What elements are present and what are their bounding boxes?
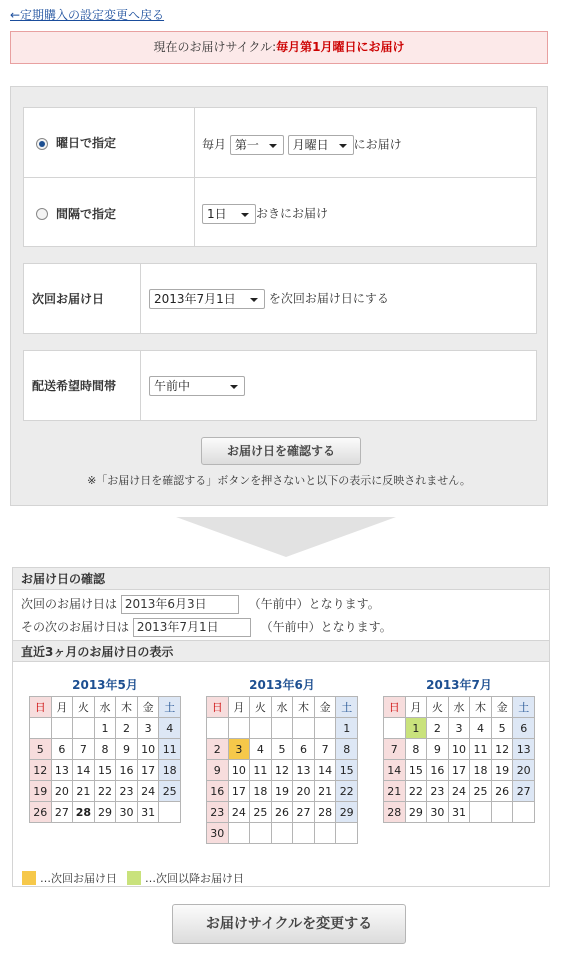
calendar-day: 30 — [116, 802, 138, 823]
weekday-header: 土 — [336, 697, 358, 718]
weekday-header: 火 — [250, 697, 272, 718]
calendar-day: 2 — [207, 739, 229, 760]
weekday-header: 水 — [271, 697, 293, 718]
interval-option-label: 間隔で指定 — [56, 206, 117, 221]
weekday-option[interactable] — [24, 134, 194, 151]
cycle-options-box — [23, 107, 537, 247]
weekday-header: 火 — [73, 697, 95, 718]
calendar-day: 10 — [137, 739, 159, 760]
calendar-month — [206, 676, 358, 844]
back-link[interactable]: ←定期購入の設定変更へ戻る — [10, 8, 165, 22]
calendar-grid — [206, 696, 358, 844]
calendar-day: 29 — [94, 802, 116, 823]
week-select[interactable]: 第一 — [230, 135, 284, 155]
weekday-header: 木 — [293, 697, 315, 718]
calendar-day — [314, 823, 336, 844]
weekday-header: 月 — [228, 697, 250, 718]
calendar-day: 11 — [159, 739, 181, 760]
calendar-day: 9 — [116, 739, 138, 760]
calendar-day: 20 — [51, 781, 73, 802]
calendar-grid — [29, 696, 181, 823]
calendar-day — [159, 802, 181, 823]
calendar-month-title: 2013年5月 — [72, 678, 138, 692]
next-date-pre: 次回のお届け日は — [21, 597, 118, 611]
calendar-day — [293, 823, 315, 844]
calendar-day: 18 — [470, 760, 492, 781]
weekday-radio[interactable] — [36, 138, 48, 150]
weekday-header: 月 — [51, 697, 73, 718]
calendar-grid — [383, 696, 535, 823]
calendar-day: 9 — [207, 760, 229, 781]
weekday-header: 土 — [513, 697, 535, 718]
calendar-day — [314, 718, 336, 739]
calendar-day: 12 — [491, 739, 513, 760]
calendar-day: 17 — [448, 760, 470, 781]
calendar-day: 27 — [293, 802, 315, 823]
calendar-day: 3 — [137, 718, 159, 739]
time-slot-box — [23, 350, 537, 421]
weekday-header: 日 — [207, 697, 229, 718]
calendar-day — [207, 718, 229, 739]
calendar-day — [228, 823, 250, 844]
calendar-day — [336, 823, 358, 844]
calendar-day: 28 — [384, 802, 406, 823]
weekday-header: 日 — [30, 697, 52, 718]
time-slot-label: 配送希望時間帯 — [32, 379, 117, 393]
calendar-day: 3 — [448, 718, 470, 739]
interval-option[interactable] — [24, 205, 194, 222]
next-date-field: 2013年6月3日 — [121, 595, 239, 614]
calendar-day — [271, 718, 293, 739]
calendar-day: 10 — [228, 760, 250, 781]
calendar-day: 15 — [336, 760, 358, 781]
calendar-day: 20 — [293, 781, 315, 802]
calendar-day: 19 — [30, 781, 52, 802]
calendar-day: 19 — [271, 781, 293, 802]
calendar-day — [271, 823, 293, 844]
calendar-day: 12 — [30, 760, 52, 781]
calendar-day: 23 — [207, 802, 229, 823]
calendar-day — [51, 718, 73, 739]
calendar-day: 2 — [427, 718, 449, 739]
calendar-day — [250, 718, 272, 739]
calendar-day: 18 — [250, 781, 272, 802]
next-delivery-swatch — [22, 871, 36, 885]
calendar-day: 2 — [116, 718, 138, 739]
next-delivery-post: を次回お届け日にする — [268, 291, 389, 306]
next-delivery-select[interactable]: 2013年7月1日 — [149, 289, 265, 309]
confirm-delivery-button[interactable]: お届け日を確認する — [201, 437, 361, 465]
calendar-day: 12 — [271, 760, 293, 781]
calendar-day: 14 — [73, 760, 95, 781]
calendar-day: 22 — [336, 781, 358, 802]
calendar-day: 20 — [513, 760, 535, 781]
calendar-day: 8 — [336, 739, 358, 760]
legend-next: …次回お届け日 — [40, 872, 117, 885]
calendar-day: 10 — [448, 739, 470, 760]
calendar-day: 14 — [384, 760, 406, 781]
calendar-day: 1 — [336, 718, 358, 739]
calendar-day: 26 — [271, 802, 293, 823]
calendar-day: 25 — [470, 781, 492, 802]
calendar-day — [30, 718, 52, 739]
calendar-day — [228, 718, 250, 739]
calendar-day: 30 — [427, 802, 449, 823]
weekday-pre: 毎月 — [202, 137, 227, 151]
calendar-day: 17 — [137, 760, 159, 781]
calendar-day: 22 — [94, 781, 116, 802]
calendar-day: 1 — [94, 718, 116, 739]
calendar-day: 9 — [427, 739, 449, 760]
calendar-month-title: 2013年7月 — [426, 678, 492, 692]
calendar-day: 21 — [73, 781, 95, 802]
calendar-day: 16 — [116, 760, 138, 781]
calendar-day: 24 — [137, 781, 159, 802]
calendar-day — [73, 718, 95, 739]
calendar-day — [513, 802, 535, 823]
calendar-day: 13 — [293, 760, 315, 781]
calendar-day: 17 — [228, 781, 250, 802]
calendar-day: 30 — [207, 823, 229, 844]
calendar-day: 8 — [405, 739, 427, 760]
following-date-pre: その次のお届け日は — [21, 620, 130, 634]
next-date-post: （午前中）となります。 — [248, 597, 380, 611]
weekday-post: にお届け — [353, 137, 402, 151]
calendar-day: 7 — [314, 739, 336, 760]
calendar-day: 5 — [491, 718, 513, 739]
calendar-day — [293, 718, 315, 739]
calendar-month — [383, 676, 535, 823]
calendar-section-title: 直近3ヶ月のお届け日の表示 — [13, 640, 549, 662]
calendar-day: 18 — [159, 760, 181, 781]
later-delivery-swatch — [127, 871, 141, 885]
calendar-day: 6 — [51, 739, 73, 760]
calendar-day: 8 — [94, 739, 116, 760]
weekday-header: 木 — [470, 697, 492, 718]
calendar-day: 16 — [427, 760, 449, 781]
legend — [22, 870, 244, 886]
calendar-day: 6 — [513, 718, 535, 739]
weekday-header: 土 — [159, 697, 181, 718]
next-delivery-label: 次回お届け日 — [32, 292, 105, 306]
calendar-day: 11 — [470, 739, 492, 760]
calendar-day: 11 — [250, 760, 272, 781]
calendar-day: 29 — [405, 802, 427, 823]
weekday-header: 日 — [384, 697, 406, 718]
calendar-day — [470, 802, 492, 823]
calendar-day: 31 — [137, 802, 159, 823]
calendar-day — [491, 802, 513, 823]
current-cycle-banner — [10, 31, 548, 64]
calendar-day: 15 — [94, 760, 116, 781]
calendar-day — [250, 823, 272, 844]
calendar-day: 7 — [384, 739, 406, 760]
calendar-day: 3 — [228, 739, 250, 760]
calendar-day: 23 — [116, 781, 138, 802]
calendar-day: 27 — [513, 781, 535, 802]
calendar-day: 24 — [228, 802, 250, 823]
calendar-day: 21 — [314, 781, 336, 802]
delivery-confirmation-section — [12, 567, 550, 887]
weekday-header: 金 — [137, 697, 159, 718]
calendar-day: 4 — [250, 739, 272, 760]
calendar-day: 28 — [73, 802, 95, 823]
weekday-header: 水 — [94, 697, 116, 718]
calendar-day: 1 — [405, 718, 427, 739]
following-date-post: （午前中）となります。 — [260, 620, 392, 634]
legend-after: …次回以降お届け日 — [145, 872, 244, 885]
calendar-day: 13 — [513, 739, 535, 760]
calendar-day: 5 — [30, 739, 52, 760]
interval-radio[interactable] — [36, 208, 48, 220]
time-slot-select[interactable]: 午前中 — [149, 376, 245, 396]
calendar-day: 28 — [314, 802, 336, 823]
cycle-value: 毎月第1月曜日にお届け — [276, 40, 405, 54]
calendar-day: 26 — [491, 781, 513, 802]
confirm-note: ※「お届け日を確認する」ボタンを押さないと以下の表示に反映されません。 — [87, 474, 471, 487]
following-date-field: 2013年7月1日 — [133, 618, 251, 637]
calendar-day: 7 — [73, 739, 95, 760]
calendar-day: 4 — [159, 718, 181, 739]
calendar-day: 21 — [384, 781, 406, 802]
weekday-header: 火 — [427, 697, 449, 718]
interval-select[interactable]: 1日 — [202, 204, 256, 224]
calendar-month-title: 2013年6月 — [249, 678, 315, 692]
calendar-day: 31 — [448, 802, 470, 823]
calendar-day: 26 — [30, 802, 52, 823]
interval-post: おきにお届け — [256, 206, 329, 221]
calendar-day: 5 — [271, 739, 293, 760]
day-select[interactable]: 月曜日 — [288, 135, 354, 155]
calendar-day: 4 — [470, 718, 492, 739]
weekday-header: 月 — [405, 697, 427, 718]
calendar-month — [29, 676, 181, 823]
calendar-day — [384, 718, 406, 739]
weekday-header: 水 — [448, 697, 470, 718]
calendar-day: 27 — [51, 802, 73, 823]
calendar-day: 16 — [207, 781, 229, 802]
calendar-day: 25 — [250, 802, 272, 823]
calendar-day: 19 — [491, 760, 513, 781]
change-cycle-button[interactable]: お届けサイクルを変更する — [172, 904, 406, 944]
cycle-prefix: 現在のお届けサイクル: — [153, 40, 277, 54]
calendar-day: 13 — [51, 760, 73, 781]
down-arrow-icon — [176, 517, 396, 557]
calendar-day: 15 — [405, 760, 427, 781]
weekday-header: 木 — [116, 697, 138, 718]
calendar-day: 25 — [159, 781, 181, 802]
calendar-day: 22 — [405, 781, 427, 802]
weekday-option-label: 曜日で指定 — [56, 136, 117, 150]
calendar-day: 14 — [314, 760, 336, 781]
confirm-section-title: お届け日の確認 — [13, 568, 549, 590]
calendar-day: 24 — [448, 781, 470, 802]
next-delivery-box — [23, 263, 537, 334]
calendar-day: 6 — [293, 739, 315, 760]
weekday-header: 金 — [314, 697, 336, 718]
weekday-header: 金 — [491, 697, 513, 718]
calendar-day: 23 — [427, 781, 449, 802]
settings-panel — [10, 86, 548, 506]
calendar-day: 29 — [336, 802, 358, 823]
